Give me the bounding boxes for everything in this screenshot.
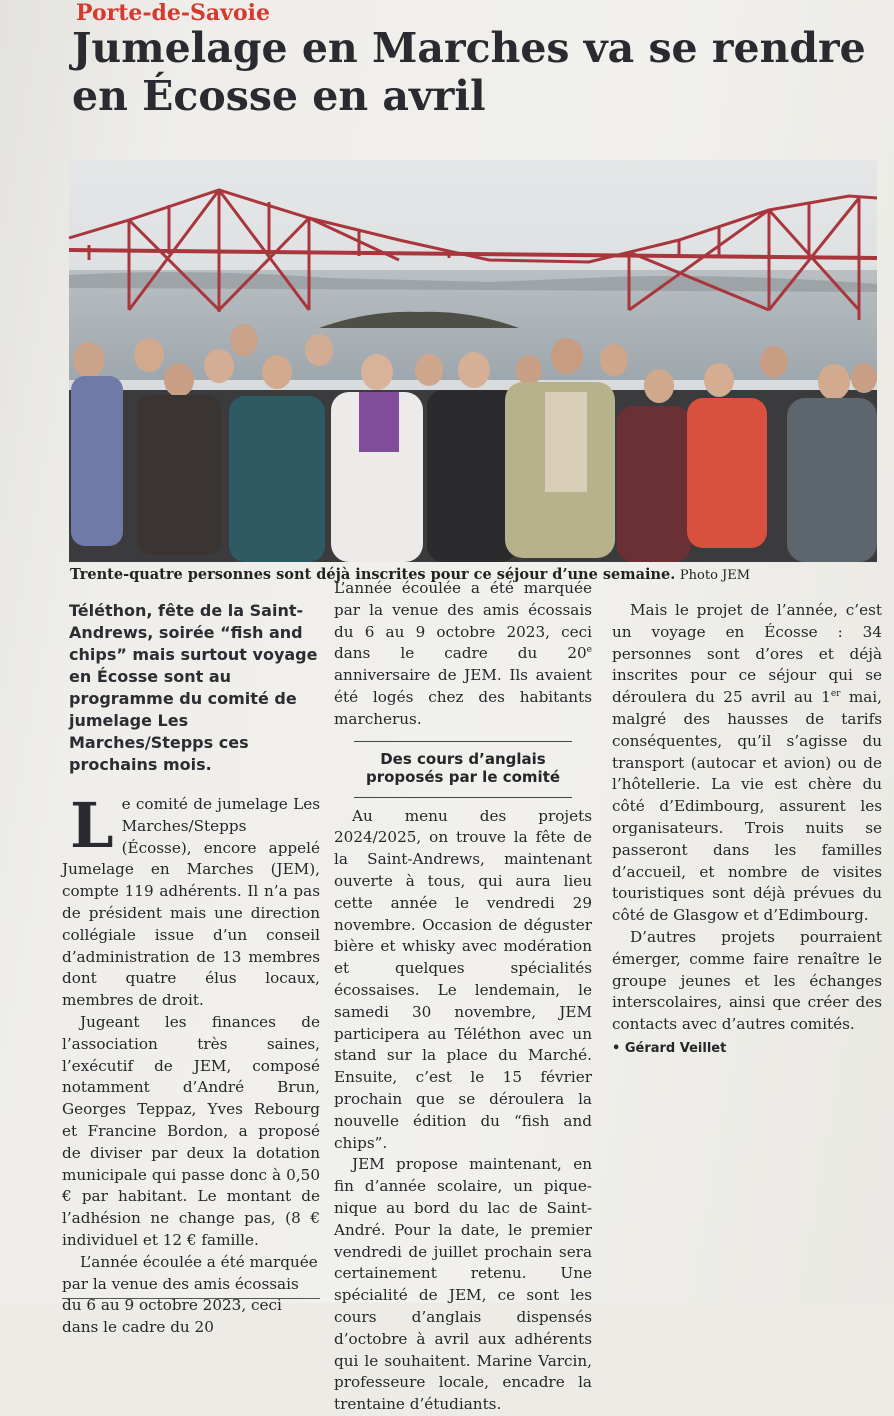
article-photo xyxy=(69,160,877,562)
paragraph-3-sup: e xyxy=(586,645,592,656)
author-signature: • Gérard Veillet xyxy=(612,1040,727,1056)
intertitle-rule-bottom xyxy=(354,797,572,798)
first-paragraph xyxy=(62,789,320,1012)
paragraph-7: D’autres projets pourraient émerger, comme faire renaître le groupe jeunes et les échanges interscolaires, ainsi que créer des contacts avec d’autres comités. xyxy=(612,927,882,1034)
intertitle-rule-top xyxy=(354,741,572,742)
paragraph-5: JEM propose maintenant, en fin d’année scolaire, un pique-nique au bord du lac de Saint-André. Pour la date, le premier vendredi de juillet prochain sera certainement retenu. Une spécialité de JEM, ce sont les cours d’anglais dispensés d’octobre à avril aux adhérents qui le souhaitent. Marine Varcin, professeure locale, encadre la trentaine d’étudiants. xyxy=(334,1155,592,1414)
paragraph-6-text: Mais le projet de l’année, c’est un voyage en Écosse : 34 personnes sont d’ores et déjà inscrites pour ce séjour qui se déroulera du 25 avril au 1 xyxy=(612,601,882,707)
article-lead: Téléthon, fête de la Saint-Andrews, soirée “fish and chips” mais surtout voyage en Écosse sont au programme du comité de jumelage Les Marches/Stepps ces prochains mois. xyxy=(69,601,318,774)
forth-bridge-group-photo xyxy=(69,160,877,562)
column-3 xyxy=(612,600,882,1060)
column-1 xyxy=(62,600,320,1337)
paragraph-6-sup: er xyxy=(830,689,841,700)
photo-credit: Photo JEM xyxy=(679,568,751,583)
caption-text: Trente-quatre personnes sont déjà inscrites pour ce séjour d’une semaine. xyxy=(70,566,676,583)
kicker-location: Porte-de-Savoie xyxy=(76,0,270,26)
bottom-rule xyxy=(62,1298,320,1299)
paragraph-6-end: mai, malgré des hausses de tarifs conséquentes, qu’il s’agisse du transport (autocar et avion) ou de l’hôtellerie. La vie est chère du côté d’Edimbourg, assurent les organisateurs. Trois nuits se passeront dans les familles d’accueil, et nombre de visites touristiques sont déjà prévues du côté de Glasgow et d’Edimbourg. xyxy=(612,688,882,925)
paragraph-1: e comité de jumelage Les Marches/Stepps (Écosse), encore appelé Jumelage en Marches (JEM), compte 119 adhérents. Il n’a pas de président mais une direction collégiale issue d’un conseil d’administration de 13 membres dont quatre élus locaux, membres de droit. xyxy=(62,795,320,1010)
intertitle: Des cours d’anglais proposés par le comité xyxy=(365,749,561,787)
paragraph-3-text: L’année écoulée a été marquée par la venue des amis écossais du 6 au 9 octobre 2023, ceci dans le cadre du 20 xyxy=(334,579,592,663)
column-2 xyxy=(334,579,592,1416)
paragraph-3-end: anniversaire de JEM. Ils avaient été logés chez des habitants marcherus. xyxy=(334,666,592,728)
paragraph-3 xyxy=(334,578,592,731)
paragraph-4: Au menu des projets 2024/2025, on trouve la fête de la Saint-Andrews, maintenant ouverte à tous, qui aura lieu cette année le vendredi 29 novembre. Occasion de déguster bière et whisky avec modération et quelques spécialités écossaises. Le lendemain, le samedi 30 novembre, JEM participera au Téléthon avec un stand sur la place du Marché. Ensuite, c’est le 15 février prochain que se déroulera la nouvelle édition du “fish and chips”. xyxy=(334,806,592,1152)
paragraph-2: Jugeant les finances de l’association très saines, l’exécutif de JEM, composé notamment d’André Brun, Georges Teppaz, Yves Rebourg et Francine Bordon, a proposé de diviser par deux la dotation municipale qui passe donc à 0,50 € par habitant. Le montant de l’adhésion ne change pas, (8 € individuel et 12 € famille. xyxy=(62,1012,320,1249)
paragraph-3-start: L’année écoulée a été marquée par la venue des amis écossais du 6 au 9 octobre 2023, ceci dans le cadre du 20 xyxy=(62,1252,318,1337)
paragraph-6 xyxy=(612,600,882,927)
headline: Jumelage en Marches va se rendre en Écosse en avril xyxy=(72,24,866,120)
drop-cap: L xyxy=(70,789,114,862)
